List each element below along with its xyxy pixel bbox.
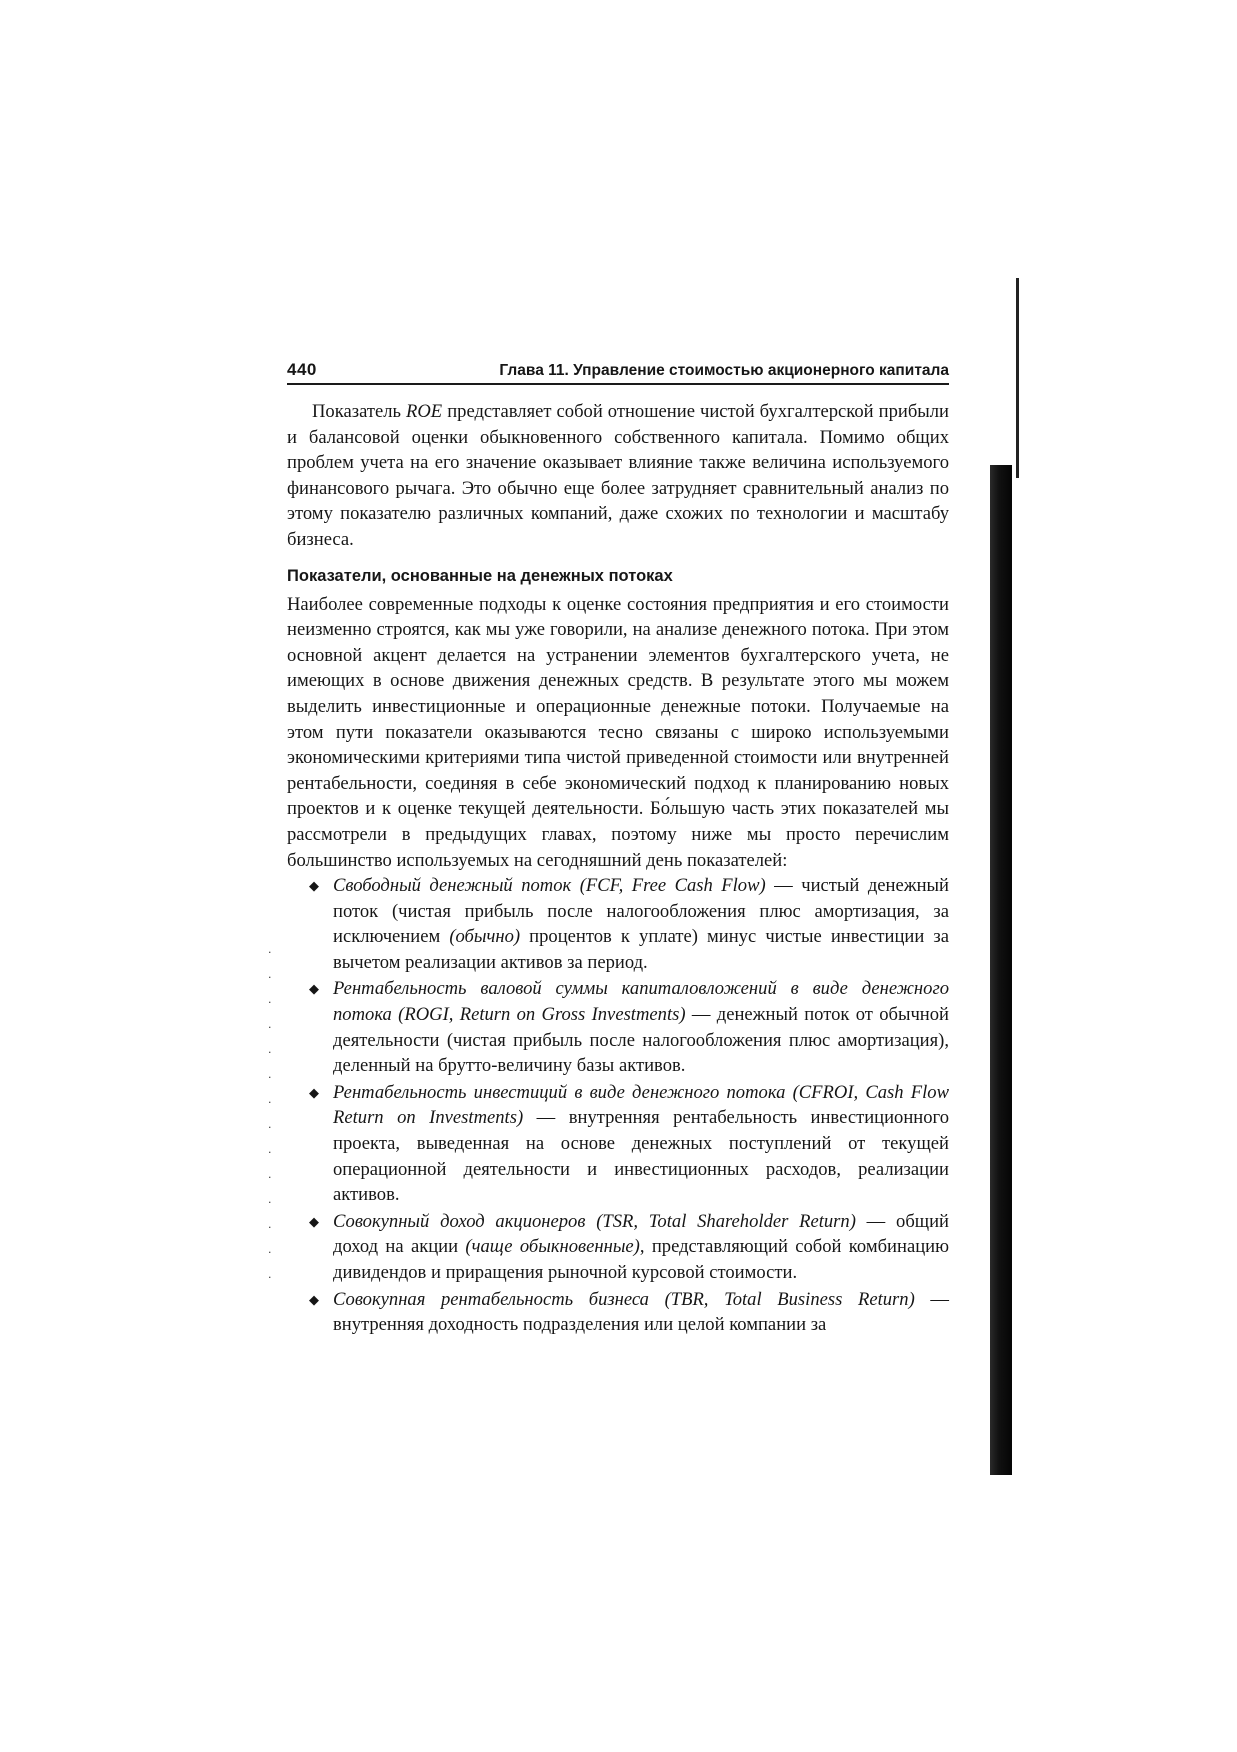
list-item-text: — общий доход на акции bbox=[333, 1210, 949, 1258]
scan-edge-top bbox=[1016, 278, 1019, 478]
list-item-text: — чистый денежный поток (чистая прибыль после налогообложения плюс амортизация, за исключением bbox=[333, 875, 949, 948]
page-number: 440 bbox=[287, 360, 317, 379]
indicator-list bbox=[287, 873, 949, 1338]
list-item-abbr: (ROGI, Return on Gross Investments) bbox=[398, 1004, 686, 1026]
list-item-text: — денежный поток от обычной деятельности (чистая прибыль после налогообложения плюс амортизация), деленный на брутто-величину базы активов. bbox=[333, 1004, 950, 1077]
intro-paragraph bbox=[287, 399, 949, 553]
list-item-text-end: процентов к уплате) минус чистые инвестиции за вычетом реализации активов за период. bbox=[333, 926, 949, 973]
list-item-term: Совокупный доход акционеров bbox=[333, 1210, 586, 1232]
list-item bbox=[309, 873, 949, 975]
diamond-bullet-icon: ◆ bbox=[309, 878, 319, 894]
section-paragraph: Наиболее современные подходы к оценке состояния предприятия и его стоимости неизменно строятся, как мы уже говорили, на анализе денежного потока. При этом основной акцент делается на устранении элементов бухгалтерского учета, не имеющих в основе движения денежных средств. В результате этого мы можем выделить инвестиционные и операционные денежные потоки. Получаемые на этом пути показатели оказываются тесно связаны с широко используемыми экономическими критериями типа чистой приведенной стоимости или внутренней рентабельности, соединяя в себе экономический подход к планированию новых проектов и к оценке текущей деятельности. Бо́льшую часть этих показателей мы рассмотрели в предыдущих главах, поэтому ниже мы просто перечислим большинство используемых на сегодняшний день показателей: bbox=[287, 593, 949, 871]
roe-term: ROE bbox=[406, 401, 443, 422]
list-item bbox=[309, 1080, 950, 1208]
list-item bbox=[309, 1209, 949, 1286]
book-page bbox=[287, 360, 949, 1339]
diamond-bullet-icon: ◆ bbox=[309, 1084, 319, 1100]
list-item-text-end: , представляющий собой комбинацию дивидендов и приращения рыночной курсовой стоимости. bbox=[333, 1236, 949, 1283]
scan-edge-shadow bbox=[990, 465, 1012, 1475]
list-item-text: — внутренняя доходность подразделения или целой компании за bbox=[333, 1288, 950, 1336]
list-item-term: Совокупная рентабельность бизнеса bbox=[333, 1288, 649, 1310]
list-item-abbr: (TSR, Total Shareholder Return) bbox=[596, 1210, 856, 1232]
running-header bbox=[287, 360, 949, 385]
list-item-italic-note: (обычно) bbox=[449, 926, 521, 948]
diamond-bullet-icon: ◆ bbox=[309, 1213, 319, 1229]
list-item-text: — внутренняя рентабельность инвестиционного проекта, выведенная на основе денежных поступлений от текущей операционной деятельности и инвестиционных расходов, реализации активов. bbox=[333, 1107, 950, 1206]
section-heading: Показатели, основанные на денежных потоках bbox=[287, 566, 673, 585]
margin-scan-noise: · · · · · · · · · · · · · · bbox=[268, 946, 272, 1284]
list-item-term: Свободный денежный поток bbox=[333, 875, 572, 897]
intro-text-b: представляет собой отношение чистой бухгалтерской прибыли и балансовой оценки обыкновенного собственного капитала. Помимо общих проблем учета на его значение оказывает влияние также величина используемого финансового рычага. Это обычно еще более затрудняет сравнительный анализ по этому показателю различных компаний, даже схожих по технологии и масштабу бизнеса. bbox=[287, 401, 950, 550]
list-item-term: Рентабельность валовой суммы капиталовложений в виде денежного потока bbox=[333, 978, 949, 1026]
diamond-bullet-icon: ◆ bbox=[309, 1291, 319, 1307]
intro-text-a: Показатель bbox=[312, 401, 407, 422]
list-item-abbr: (FCF, Free Cash Flow) bbox=[579, 875, 766, 897]
list-item-abbr: (CFROI, Cash Flow Return on Investments) bbox=[333, 1081, 949, 1129]
list-item-abbr: (TBR, Total Business Return) bbox=[664, 1288, 915, 1310]
list-item bbox=[309, 1287, 950, 1338]
list-item bbox=[309, 976, 950, 1078]
list-item-term: Рентабельность инвестиций в виде денежного потока bbox=[333, 1081, 786, 1103]
list-item-italic-note: (чаще обыкновенные) bbox=[465, 1236, 640, 1258]
chapter-title: Глава 11. Управление стоимостью акционерного капитала bbox=[499, 362, 949, 379]
diamond-bullet-icon: ◆ bbox=[309, 981, 319, 997]
